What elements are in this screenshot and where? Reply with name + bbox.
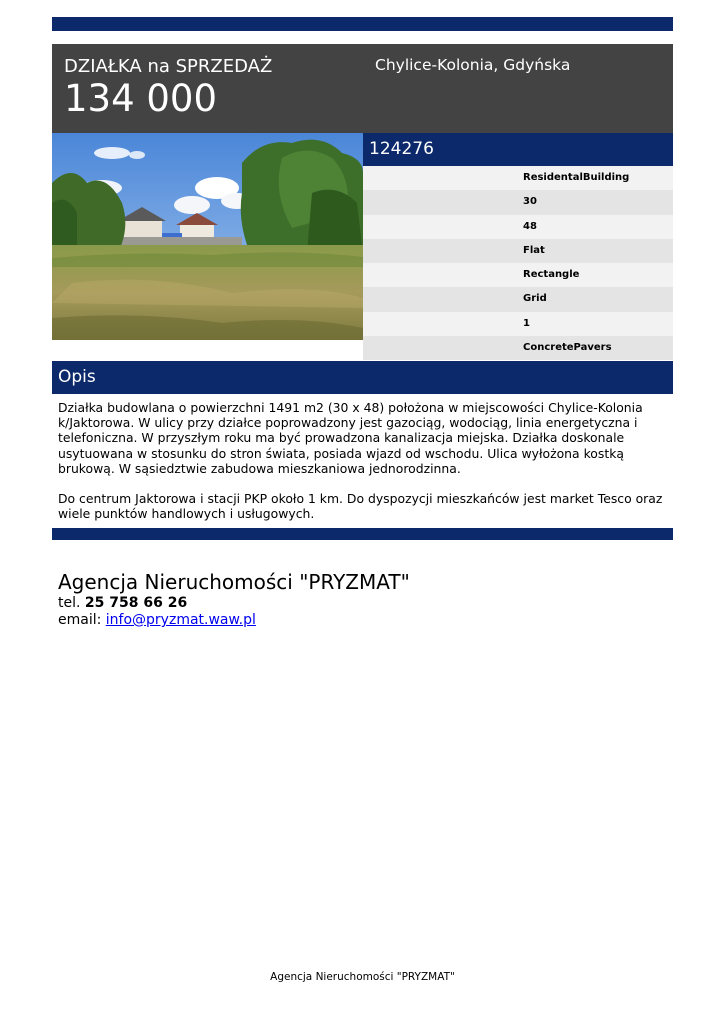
listing-type: DZIAŁKA na SPRZEDAŻ	[64, 56, 273, 77]
listing-id: 124276	[363, 133, 673, 166]
agency-contact	[58, 570, 410, 629]
bottom-banner-bar	[52, 528, 673, 540]
detail-shape: Rectangle	[363, 263, 673, 287]
agency-email-line	[58, 612, 410, 629]
page-footer: Agencja Nieruchomości "PRYZMAT"	[270, 971, 455, 983]
detail-road-surface: ConcretePavers	[363, 336, 673, 360]
detail-length: 48	[363, 215, 673, 239]
agency-phone-line	[58, 595, 410, 612]
email-label: email:	[58, 612, 102, 628]
listing-price: 134 000	[64, 77, 218, 120]
detail-count: 1	[363, 312, 673, 336]
description-paragraph: Do centrum Jaktorowa i stacji PKP około 1 km. Do dyspozycji mieszkańców jest market Tesco oraz wiele punktów handlowych i usługowych.	[58, 491, 663, 522]
description-heading: Opis	[52, 361, 673, 394]
agency-name: Agencja Nieruchomości "PRYZMAT"	[58, 570, 410, 594]
email-link[interactable]: info@pryzmat.waw.pl	[105, 612, 256, 628]
phone-number: 25 758 66 26	[84, 595, 188, 611]
detail-width: 30	[363, 190, 673, 214]
property-photo	[52, 133, 363, 340]
description-text	[58, 400, 663, 536]
top-banner-bar	[52, 17, 673, 31]
detail-terrain: Flat	[363, 239, 673, 263]
description-paragraph: Działka budowlana o powierzchni 1491 m2 (30 x 48) położona w miejscowości Chylice-Kolonia k/Jaktorowa. W ulicy przy działce poprowadzony jest gazociąg, wodociąg, linia energetyczna i telefoniczna. W przyszłym roku ma być prowadzona kanalizacja miejska. Działka doskonale usytuowana w stosunku do stron świata, posiada wjazd od wschodu. Ulica wyłożona kostką brukową. W sąsiedztwie zabudowa mieszkaniowa jednorodzinna.	[58, 400, 643, 476]
property-details	[363, 133, 673, 360]
detail-power: Grid	[363, 287, 673, 311]
listing-header	[52, 44, 673, 133]
listing-location: Chylice-Kolonia, Gdyńska	[375, 56, 571, 74]
phone-label: tel.	[58, 595, 81, 611]
detail-building-type: ResidentalBuilding	[363, 166, 673, 190]
